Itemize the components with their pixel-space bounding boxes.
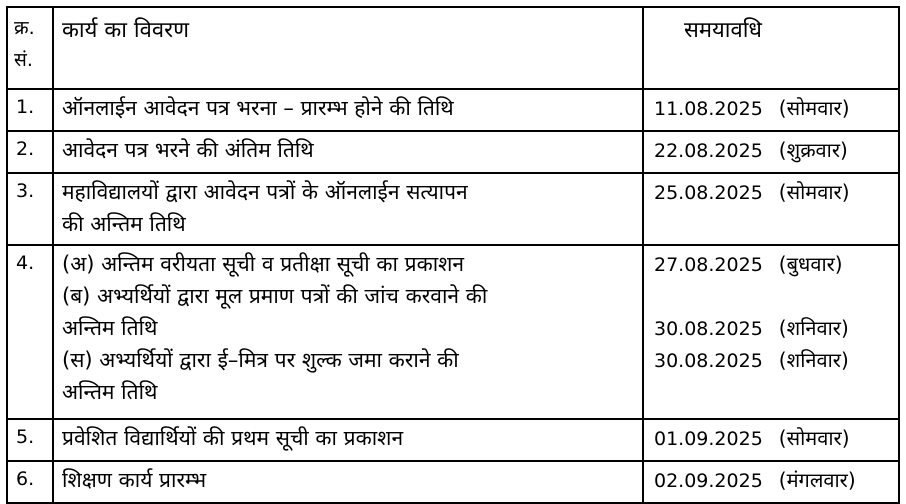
row-serial-number: 1. <box>7 89 53 131</box>
row-date-cell <box>643 461 899 503</box>
header-task-description: कार्य का विवरण <box>53 7 643 89</box>
table-row <box>7 461 899 503</box>
task-line: ऑनलाईन आवेदन पत्र भरना – प्रारम्भ होने की तिथि <box>62 96 454 120</box>
task-line: (अ) अन्तिम वरीयता सूची व प्रतीक्षा सूची का प्रकाशन <box>62 252 465 276</box>
row-date-cell <box>643 173 899 245</box>
date-value: 27.08.2025 <box>654 254 763 276</box>
date-value: 01.09.2025 <box>654 428 763 450</box>
row-serial-number: 3. <box>7 173 53 245</box>
row-serial-number: 5. <box>7 419 53 461</box>
task-line: अन्तिम तिथि <box>62 316 158 340</box>
row-serial-number: 2. <box>7 131 53 173</box>
header-serial-line-2: सं. <box>14 49 33 71</box>
header-serial-line-1: क्र. <box>14 17 35 39</box>
task-line: महाविद्यालयों द्वारा आवेदन पत्रों के ऑनलाईन सत्यापन <box>62 180 468 204</box>
task-line: प्रवेशित विद्यार्थियों की प्रथम सूची का प्रकाशन <box>62 426 404 450</box>
date-value: 30.08.2025 <box>654 318 763 340</box>
day-value: (सोमवार) <box>778 96 850 120</box>
row-date-cell <box>643 89 899 131</box>
date-value: 22.08.2025 <box>654 140 763 162</box>
date-line <box>654 92 892 124</box>
day-value: (शनिवार) <box>778 316 849 340</box>
task-line: (ब) अभ्यर्थियों द्वारा मूल प्रमाण पत्रों की जांच करवाने की <box>62 284 488 308</box>
table-row <box>7 131 899 173</box>
date-line <box>654 176 892 208</box>
table-row <box>7 419 899 461</box>
row-task <box>53 173 643 245</box>
date-value: 25.08.2025 <box>654 182 763 204</box>
day-value: (बुधवार) <box>778 252 843 276</box>
date-line <box>654 134 892 166</box>
day-value: (शुक्रवार) <box>778 138 848 162</box>
row-task <box>53 461 643 503</box>
date-line <box>654 422 892 454</box>
schedule-table <box>6 6 900 504</box>
date-line <box>654 344 892 376</box>
table-row <box>7 245 899 419</box>
day-value: (मंगलवार) <box>778 468 856 492</box>
header-serial-number <box>7 7 53 89</box>
row-serial-number: 4. <box>7 245 53 419</box>
row-date-cell <box>643 245 899 419</box>
task-line: की अन्तिम तिथि <box>62 212 186 236</box>
table-header-row <box>7 7 899 89</box>
row-task <box>53 131 643 173</box>
table-row <box>7 89 899 131</box>
row-task <box>53 89 643 131</box>
date-line <box>654 312 892 344</box>
task-line: अन्तिम तिथि <box>62 380 158 404</box>
day-value: (सोमवार) <box>778 180 850 204</box>
task-line: (स) अभ्यर्थियों द्वारा ई–मित्र पर शुल्क जमा कराने की <box>62 348 459 372</box>
table-row <box>7 173 899 245</box>
date-line <box>654 248 892 280</box>
date-value: 11.08.2025 <box>654 98 763 120</box>
date-value: 30.08.2025 <box>654 350 763 372</box>
row-task <box>53 245 643 419</box>
task-line: शिक्षण कार्य प्रारम्भ <box>62 468 207 492</box>
header-duration: समयावधि <box>643 7 899 89</box>
day-value: (सोमवार) <box>778 426 850 450</box>
date-line <box>654 464 892 496</box>
row-date-cell <box>643 419 899 461</box>
task-line: आवेदन पत्र भरने की अंतिम तिथि <box>62 138 314 162</box>
row-task <box>53 419 643 461</box>
day-value: (शनिवार) <box>778 348 849 372</box>
date-value: 02.09.2025 <box>654 470 763 492</box>
row-date-cell <box>643 131 899 173</box>
row-serial-number: 6. <box>7 461 53 503</box>
